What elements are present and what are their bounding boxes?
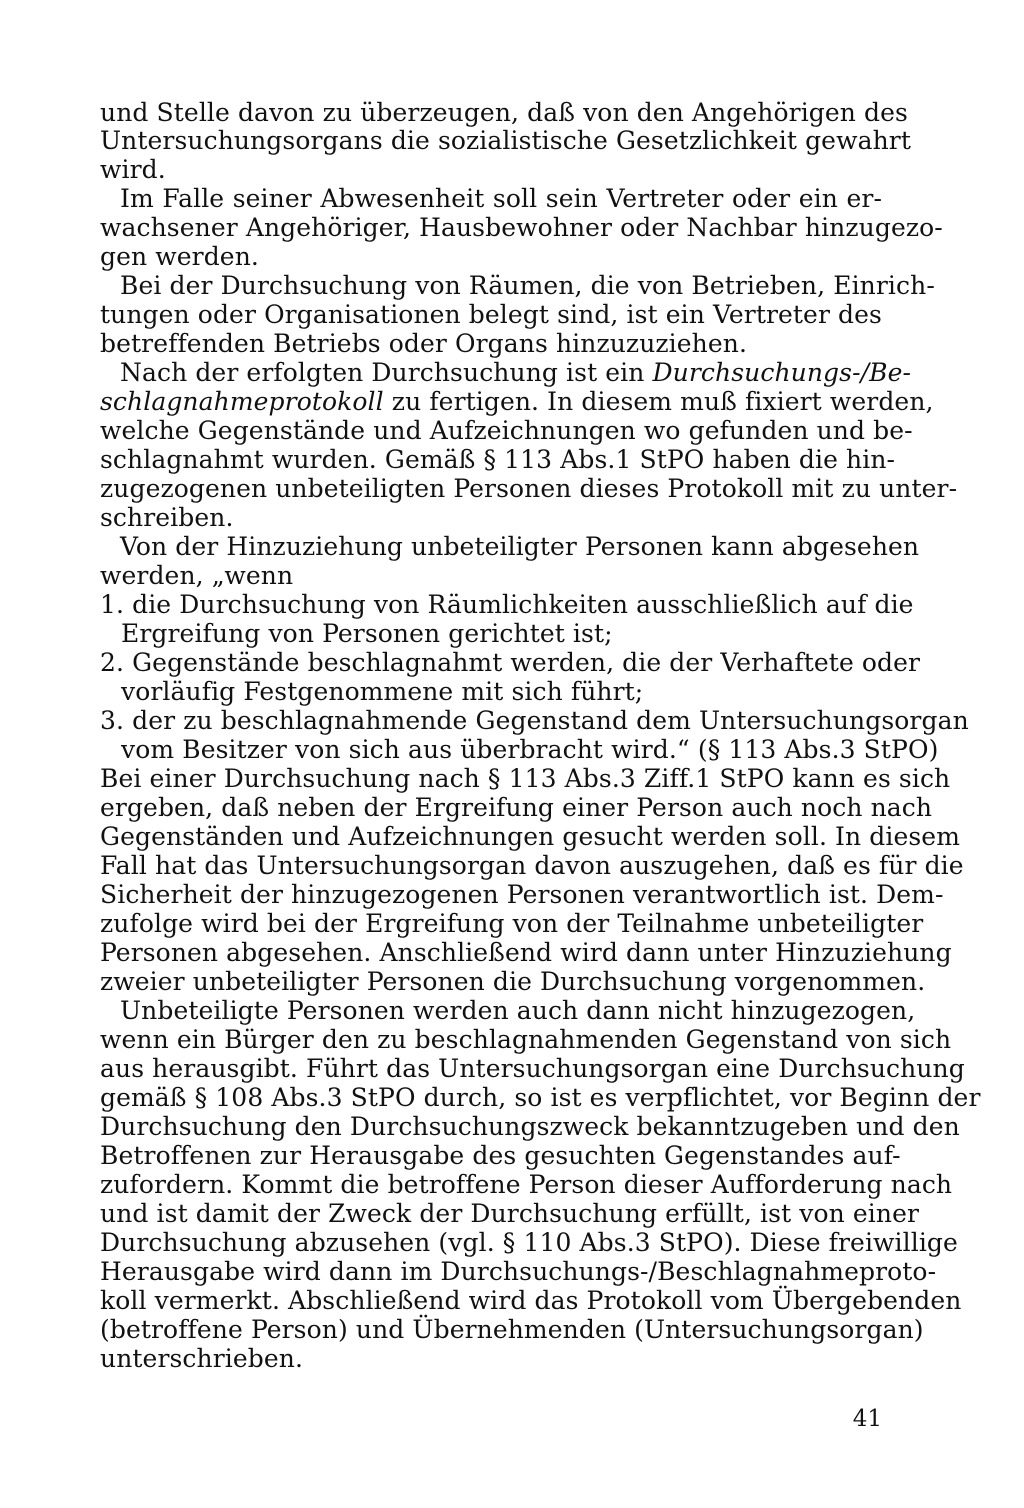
list-item: vorläufig Festgenommene mit sich führt; (121, 677, 644, 706)
text-line: Betroffenen zur Herausgabe des gesuchten Gegenstandes auf- (100, 1141, 901, 1170)
text-line: (betroffene Person) und Übernehmenden (Untersuchungsorgan) (100, 1315, 924, 1344)
text-line: Herausgabe wird dann im Durchsuchungs-/Beschlagnahmeproto- (100, 1257, 937, 1286)
text-line: Fall hat das Untersuchungsorgan davon auszugehen, daß es für die (100, 851, 964, 880)
text-line: gemäß § 108 Abs.3 StPO durch, so ist es verpflichtet, vor Beginn der (100, 1083, 981, 1112)
text-line: tungen oder Organisationen belegt sind, ist ein Vertreter des (100, 300, 882, 329)
text-line: Durchsuchung abzusehen (vgl. § 110 Abs.3 StPO). Diese freiwillige (100, 1228, 958, 1257)
text-line: unterschrieben. (100, 1344, 304, 1373)
text-line: Im Falle seiner Abwesenheit soll sein Vertreter oder ein er- (120, 184, 882, 213)
text-line: welche Gegenstände und Aufzeichnungen wo gefunden und be- (100, 416, 913, 445)
text-line: Bei einer Durchsuchung nach § 113 Abs.3 Ziff.1 StPO kann es sich (100, 764, 951, 793)
page-number: 41 (852, 1406, 882, 1432)
text-line: wachsener Angehöriger, Hausbewohner oder Nachbar hinzugezo- (100, 213, 943, 242)
text-line: Sicherheit der hinzugezogenen Personen verantwortlich ist. Dem- (100, 880, 944, 909)
text-line: ergeben, daß neben der Ergreifung einer Person auch noch nach (100, 793, 933, 822)
text-line: schlagnahmt wurden. Gemäß § 113 Abs.1 StPO haben die hin- (100, 445, 896, 474)
text-line: betreffenden Betriebs oder Organs hinzuzuziehen. (100, 329, 747, 358)
text-line: schreiben. (100, 503, 234, 532)
text-line: Durchsuchung den Durchsuchungszweck bekanntzugeben und den (100, 1112, 960, 1141)
list-item: 1. die Durchsuchung von Räumlichkeiten ausschließlich auf die (100, 590, 914, 619)
text-line: Nach der erfolgten Durchsuchung ist ein Durchsuchungs-/Be- (120, 358, 912, 387)
text-line: werden, „wenn (100, 561, 294, 590)
text-line: Personen abgesehen. Anschließend wird dann unter Hinzuziehung (100, 938, 952, 967)
text-line: und ist damit der Zweck der Durchsuchung erfüllt, ist von einer (100, 1199, 920, 1228)
text-line: schlagnahmeprotokoll zu fertigen. In diesem muß fixiert werden, (100, 387, 934, 416)
list-item: 2. Gegenstände beschlagnahmt werden, die der Verhaftete oder (100, 648, 921, 677)
text-line: Von der Hinzuziehung unbeteiligter Personen kann abgesehen (120, 532, 920, 561)
text-line: Bei der Durchsuchung von Räumen, die von Betrieben, Einrich- (120, 271, 935, 300)
text-line: gen werden. (100, 242, 259, 271)
text-line: zufordern. Kommt die betroffene Person dieser Aufforderung nach (100, 1170, 953, 1199)
list-item: 3. der zu beschlagnahmende Gegenstand dem Untersuchungsorgan (100, 706, 969, 735)
text-line: und Stelle davon zu überzeugen, daß von den Angehörigen des (100, 98, 908, 127)
text-line: koll vermerkt. Abschließend wird das Protokoll vom Übergebenden (100, 1286, 962, 1315)
text-line: wird. (100, 155, 166, 184)
text-line: zufolge wird bei der Ergreifung von der Teilnahme unbeteiligter (100, 909, 924, 938)
text-line: Unbeteiligte Personen werden auch dann nicht hinzugezogen, (120, 996, 916, 1025)
text-line: wenn ein Bürger den zu beschlagnahmenden Gegenstand von sich (100, 1025, 952, 1054)
list-item: Ergreifung von Personen gerichtet ist; (121, 619, 613, 648)
text-line: zweier unbeteiligter Personen die Durchsuchung vorgenommen. (100, 967, 926, 996)
list-item: vom Besitzer von sich aus überbracht wird.“ (§ 113 Abs.3 StPO) (121, 735, 939, 764)
text-line: aus herausgibt. Führt das Untersuchungsorgan eine Durchsuchung (100, 1054, 965, 1083)
text-line: zugezogenen unbeteiligten Personen dieses Protokoll mit zu unter- (100, 474, 958, 503)
text-line: Gegenständen und Aufzeichnungen gesucht werden soll. In diesem (100, 822, 960, 851)
text-line: Untersuchungsorgans die sozialistische Gesetzlichkeit gewahrt (100, 126, 911, 155)
